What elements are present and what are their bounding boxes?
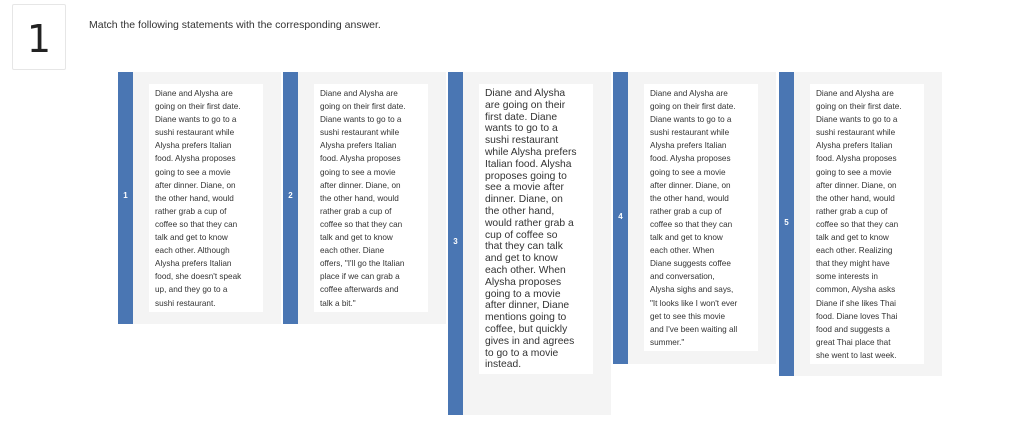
match-card-1[interactable] [118, 72, 281, 324]
match-card-5[interactable] [779, 72, 942, 376]
card-index-bar [779, 72, 794, 376]
card-index-bar [613, 72, 628, 364]
card-statement-text: Diane and Alysha are going on their first date. Diane wants to go to a sushi restaurant while Alysha prefers Italian food. Alysha proposes going to see a movie after dinner. Diane, on the other hand, would rather grab a cup of coffee so that they can talk and get to know each other. When Diane suggests coffee and conversation, Alysha sighs and says, "It looks like I won't ever get to see this movie and I've been waiting all summer." [644, 84, 758, 351]
card-index-label: 1 [123, 191, 128, 200]
card-statement-text: Diane and Alysha are going on their first date. Diane wants to go to a sushi restaurant while Alysha prefers Italian food. Alysha proposes going to see a movie after dinner. Diane, on the other hand, would rather grab a cup of coffee so that they can talk and get to know each other. Diane offers, "I'll go the Italian place if we can grab a coffee afterwards and talk a bit." [314, 84, 428, 312]
question-instruction: Match the following statements with the corresponding answer. [89, 19, 381, 31]
question-number: 1 [26, 17, 52, 61]
card-index-label: 3 [453, 237, 458, 246]
card-index-bar [283, 72, 298, 324]
card-statement-text: Diane and Alysha are going on their first date. Diane wants to go to a sushi restaurant while Alysha prefers Italian food. Alysha proposes going to see a movie after dinner. Diane, on the other hand, would rather grab a cup of coffee so that they can talk and get to know each other. Realizing that they might have some interests in common, Alysha asks Diane if she likes Thai food. Diane loves Thai food and suggests a great Thai place that she went to last week. [810, 84, 924, 364]
card-index-label: 5 [784, 218, 789, 227]
card-index-bar [448, 72, 463, 415]
question-number-box [12, 4, 66, 70]
match-card-3[interactable] [448, 72, 611, 415]
card-index-label: 4 [618, 212, 623, 221]
card-index-label: 2 [288, 191, 293, 200]
card-index-bar [118, 72, 133, 324]
card-statement-text: Diane and Alysha are going on their first date. Diane wants to go to a sushi restaurant while Alysha prefers Italian food. Alysha proposes going to see a movie after dinner. Diane, on the other hand, would rather grab a cup of coffee so that they can talk and get to know each other. Although Alysha prefers Italian food, she doesn't speak up, and they go to a sushi restaurant. [149, 84, 263, 312]
match-card-4[interactable] [613, 72, 776, 364]
card-statement-text: Diane and Alysha are going on their first date. Diane wants to go to a sushi restaurant while Alysha prefers Italian food. Alysha proposes going to see a movie after dinner. Diane, on the other hand, would rather grab a cup of coffee so that they can talk and get to know each other. When Alysha proposes going to a movie after dinner, Diane mentions going to coffee, but quickly gives in and agrees to go to a movie instead. [479, 84, 593, 374]
match-card-2[interactable] [283, 72, 446, 324]
